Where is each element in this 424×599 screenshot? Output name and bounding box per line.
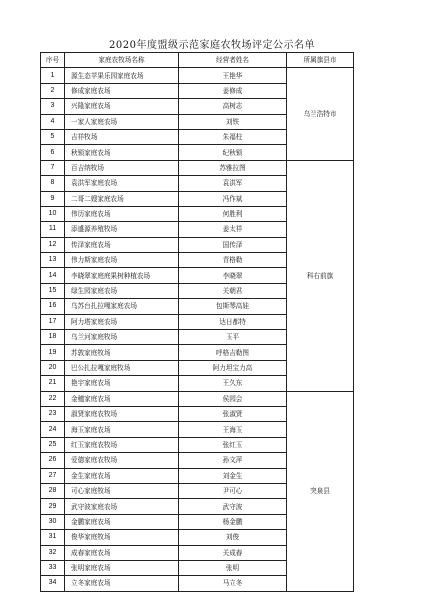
- table-body: [41, 68, 354, 591]
- farm-name: 张明家庭农场: [65, 560, 179, 575]
- operator-name: 朱福柱: [179, 129, 287, 144]
- operator-name: 何胜利: [179, 206, 287, 221]
- header-region: 所属旗县市: [287, 53, 354, 68]
- row-number: 27: [41, 468, 65, 483]
- farm-name: 淑贤家庭农牧场: [65, 406, 179, 421]
- operator-name: 苏雅拉图: [179, 160, 287, 175]
- operator-name: 刘俊: [179, 530, 287, 545]
- row-number: 26: [41, 453, 65, 468]
- operator-name: 达日都特: [179, 314, 287, 329]
- row-number: 15: [41, 283, 65, 298]
- operator-name: 青格勒: [179, 253, 287, 268]
- row-number: 8: [41, 176, 65, 191]
- farm-name: 兴隆家庭农场: [65, 99, 179, 114]
- farm-name: 巴公扎拉嘎家庭牧场: [65, 360, 179, 375]
- farm-name: 阿力塔家庭农场: [65, 314, 179, 329]
- table-row: [41, 160, 354, 175]
- operator-name: 冯作斌: [179, 191, 287, 206]
- row-number: 25: [41, 437, 65, 452]
- row-number: 29: [41, 499, 65, 514]
- farm-name: 伟历家庭农场: [65, 206, 179, 221]
- row-number: 9: [41, 191, 65, 206]
- row-number: 18: [41, 330, 65, 345]
- farm-name: 红玉家庭农牧场: [65, 437, 179, 452]
- farm-name: 百吉纳牧场: [65, 160, 179, 175]
- row-number: 24: [41, 422, 65, 437]
- operator-name: 孙文萍: [179, 453, 287, 468]
- row-number: 3: [41, 99, 65, 114]
- row-number: 10: [41, 206, 65, 221]
- row-number: 16: [41, 299, 65, 314]
- row-number: 34: [41, 576, 65, 591]
- table-row: [41, 68, 354, 83]
- row-number: 32: [41, 545, 65, 560]
- farm-name: 二哥二嫂家庭农场: [65, 191, 179, 206]
- farm-name: 修成家庭农场: [65, 83, 179, 98]
- row-number: 7: [41, 160, 65, 175]
- operator-name: 包斯琴高娃: [179, 299, 287, 314]
- region-name: 突泉县: [287, 391, 354, 591]
- operator-name: 阿力坦宝力高: [179, 360, 287, 375]
- operator-name: 张明: [179, 560, 287, 575]
- farm-name: 可心家庭牧场: [65, 483, 179, 498]
- row-number: 22: [41, 391, 65, 406]
- farm-name: 袁洪军家庭农场: [65, 176, 179, 191]
- operator-name: 王海玉: [179, 422, 287, 437]
- farm-name: 李晓翠家庭庭果树种植农场: [65, 268, 179, 283]
- operator-name: 刘铁: [179, 114, 287, 129]
- operator-name: 侯园会: [179, 391, 287, 406]
- header-farm: 家庭农牧场名称: [65, 53, 179, 68]
- row-number: 5: [41, 129, 65, 144]
- operator-name: 马立冬: [179, 576, 287, 591]
- farm-name: 一家人家庭农场: [65, 114, 179, 129]
- header-operator: 经营者姓名: [179, 53, 287, 68]
- operator-name: 张红玉: [179, 437, 287, 452]
- farm-name: 源生态苹果乐园家庭农场: [65, 68, 179, 83]
- page-title: 2020年度盟级示范家庭农牧场评定公示名单: [109, 40, 315, 51]
- farm-name: 成春家庭农场: [65, 545, 179, 560]
- row-number: 13: [41, 253, 65, 268]
- row-number: 14: [41, 268, 65, 283]
- operator-name: 武守波: [179, 499, 287, 514]
- operator-name: 关朝君: [179, 283, 287, 298]
- row-number: 6: [41, 145, 65, 160]
- operator-name: 王艳华: [179, 68, 287, 83]
- region-name: 科右前旗: [287, 160, 354, 391]
- farm-name: 俊华家庭牧场: [65, 530, 179, 545]
- farm-list-table: [40, 52, 354, 592]
- farm-name: 乌苏台扎拉嘎家庭农场: [65, 299, 179, 314]
- farm-name: 武守波家庭农场: [65, 499, 179, 514]
- operator-name: 高树志: [179, 99, 287, 114]
- row-number: 17: [41, 314, 65, 329]
- row-number: 2: [41, 83, 65, 98]
- row-number: 33: [41, 560, 65, 575]
- row-number: 23: [41, 406, 65, 421]
- operator-name: 关成春: [179, 545, 287, 560]
- row-number: 1: [41, 68, 65, 83]
- row-number: 28: [41, 483, 65, 498]
- operator-name: 国传泽: [179, 237, 287, 252]
- operator-name: 姜太祥: [179, 222, 287, 237]
- row-number: 20: [41, 360, 65, 375]
- farm-name: 金生家庭农场: [65, 468, 179, 483]
- farm-name: 金穗家庭农场: [65, 391, 179, 406]
- row-number: 19: [41, 345, 65, 360]
- operator-name: 张淑贤: [179, 406, 287, 421]
- farm-name: 艳宇家庭农场: [65, 376, 179, 391]
- farm-name: 吉祥牧场: [65, 129, 179, 144]
- farm-name: 海玉家庭农场: [65, 422, 179, 437]
- operator-name: 袁洪军: [179, 176, 287, 191]
- farm-name: 苏敦家庭牧场: [65, 345, 179, 360]
- region-name: 乌兰浩特市: [287, 68, 354, 160]
- operator-name: 刘金生: [179, 468, 287, 483]
- farm-name: 伟力斯家庭农场: [65, 253, 179, 268]
- row-number: 11: [41, 222, 65, 237]
- farm-name: 传泽家庭农场: [65, 237, 179, 252]
- row-number: 31: [41, 530, 65, 545]
- header-num: 序号: [41, 53, 65, 68]
- table-row: [41, 391, 354, 406]
- operator-name: 王久东: [179, 376, 287, 391]
- row-number: 4: [41, 114, 65, 129]
- operator-name: 纪秋锁: [179, 145, 287, 160]
- farm-name: 秋锁家庭农场: [65, 145, 179, 160]
- operator-name: 李晓翠: [179, 268, 287, 283]
- row-number: 30: [41, 514, 65, 529]
- farm-name: 乌兰河家庭牧场: [65, 330, 179, 345]
- operator-name: 呼格吉勒图: [179, 345, 287, 360]
- row-number: 12: [41, 237, 65, 252]
- operator-name: 玉平: [179, 330, 287, 345]
- farm-name: 爱德家庭农牧场: [65, 453, 179, 468]
- table-header-row: [41, 53, 354, 68]
- farm-name: 绿生园家庭农场: [65, 283, 179, 298]
- farm-name: 金鹏家庭农场: [65, 514, 179, 529]
- farm-name: 添盛源养殖牧场: [65, 222, 179, 237]
- farm-name: 立冬家庭农场: [65, 576, 179, 591]
- operator-name: 尹可心: [179, 483, 287, 498]
- row-number: 21: [41, 376, 65, 391]
- operator-name: 姜修成: [179, 83, 287, 98]
- operator-name: 杨金鹏: [179, 514, 287, 529]
